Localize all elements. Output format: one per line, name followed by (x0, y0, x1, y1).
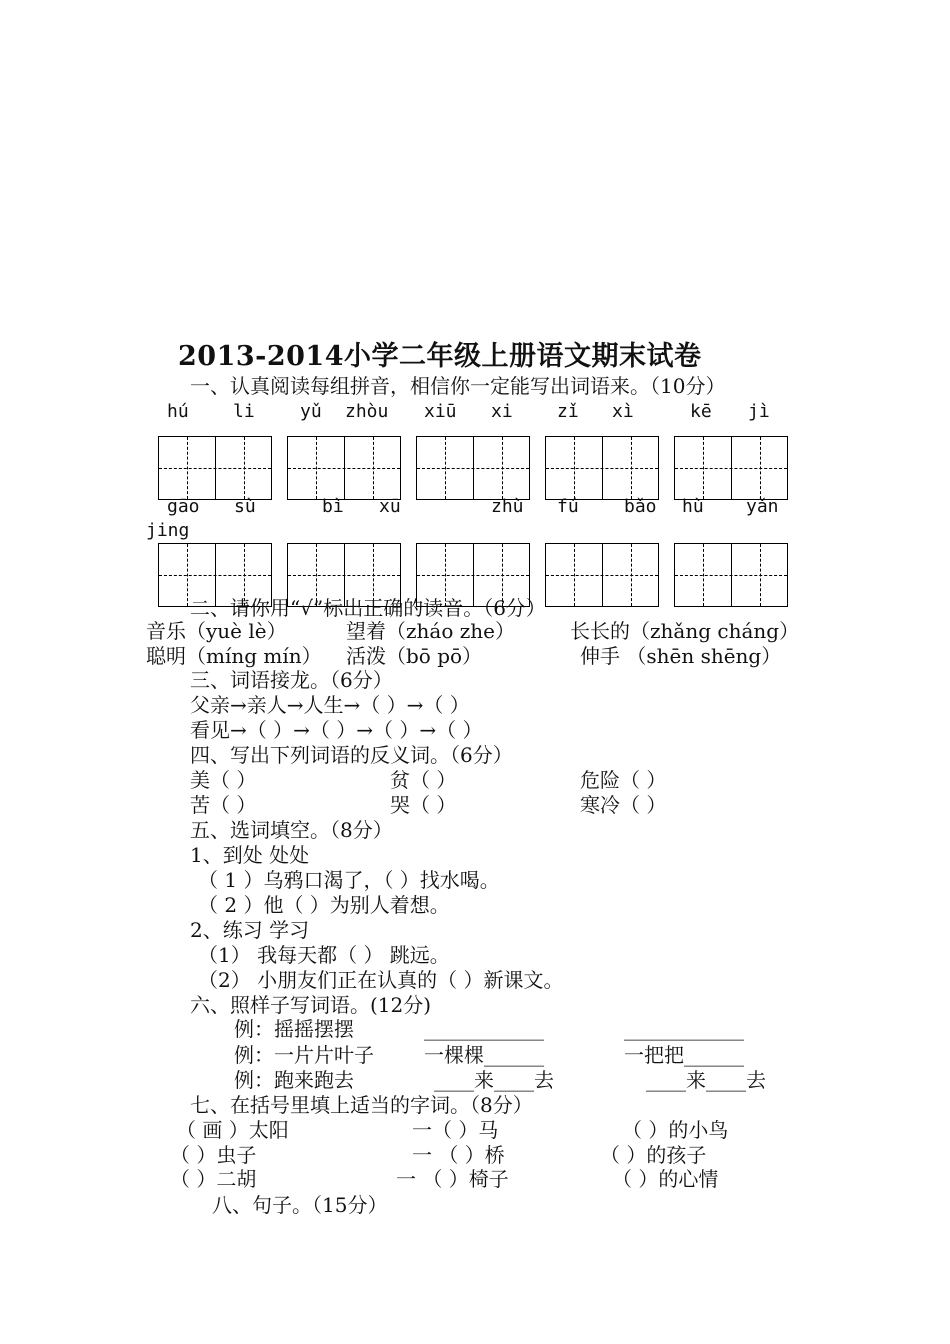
s2-item: 音乐（yuè lè） (146, 619, 287, 643)
pinyin-syllable: yǎn (746, 496, 779, 517)
section3-heading: 三、词语接龙。（6分） (190, 668, 393, 692)
pinyin-syllable: li (233, 401, 255, 422)
section2-heading: 二、请你用“√”标出正确的读音。（6分） (190, 596, 546, 620)
pinyin-syllable: fú (557, 496, 579, 517)
antonym-item: 哭（ ） (390, 793, 457, 817)
pinyin-syllable: bǎo (624, 496, 657, 517)
fill-word-item: 一 （ ）桥 (412, 1143, 505, 1167)
section1-heading: 一、认真阅读每组拼音，相信你一定能写出词语来。（10分） (190, 374, 726, 398)
section7-heading: 七、在括号里填上适当的字词。（8分） (190, 1093, 533, 1117)
s2-item: 长长的（zhǎng cháng） (570, 619, 800, 643)
s2-item: 伸手 （shēn shēng） (580, 644, 782, 668)
pinyin-syllable: sù (234, 496, 256, 517)
pinyin-syllable: kē (690, 401, 712, 422)
chain-line-1: 父亲→亲人→人生→（ ）→（ ） (190, 693, 470, 717)
pinyin-syllable: hù (682, 496, 704, 517)
s2-item: 聪明（míng mín） (146, 644, 322, 668)
fill-word-item: （ 画 ）太阳 (176, 1118, 289, 1142)
section4-heading: 四、写出下列词语的反义词。（6分） (190, 743, 513, 767)
fill-word-item: （ ）二胡 (170, 1167, 257, 1191)
fill-sentence: （ 2 ）他（ ）为别人着想。 (198, 893, 450, 917)
antonym-item: 美（ ） (190, 768, 257, 792)
fill-sentence: （1） 我每天都（ ） 跳远。 (198, 943, 450, 967)
writing-grid[interactable] (158, 436, 272, 500)
pinyin-syllable: xi (491, 401, 513, 422)
pinyin-syllable: xiū (424, 401, 457, 422)
fill-word-item: （ ）虫子 (170, 1143, 257, 1167)
example-word: 例：摇摇摆摆 (234, 1017, 354, 1041)
page-title: 2013-2014小学二年级上册语文期末试卷 (178, 341, 702, 372)
writing-grid[interactable] (674, 436, 788, 500)
answer-blank[interactable]: ____来____去 (434, 1068, 554, 1092)
fill-sentence: （ 1 ）乌鸦口渴了，（ ）找水喝。 (198, 868, 500, 892)
answer-blank[interactable]: 一棵棵______ (424, 1043, 544, 1067)
pinyin-syllable: xì (612, 401, 634, 422)
pinyin-syllable: bì (322, 496, 344, 517)
answer-blank[interactable]: 一把把______ (624, 1043, 744, 1067)
pinyin-syllable: zǐ (557, 401, 579, 422)
antonym-item: 苦（ ） (190, 793, 257, 817)
answer-blank[interactable]: ____来____去 (646, 1068, 766, 1092)
section5-heading: 五、选词填空。（8分） (190, 818, 393, 842)
pinyin-syllable: hú (167, 401, 189, 422)
pinyin-syllable: xū (379, 496, 401, 517)
answer-blank[interactable]: ____________ (624, 1017, 744, 1041)
example-word: 例：一片片叶子 (234, 1043, 374, 1067)
fill-word-item: （ ）的小鸟 (622, 1118, 729, 1142)
writing-grid[interactable] (545, 436, 659, 500)
answer-blank[interactable]: ____________ (424, 1017, 544, 1041)
pinyin-syllable: zhòu (345, 401, 389, 422)
pinyin-syllable: yǔ (300, 401, 322, 422)
example-word: 例：跑来跑去 (234, 1068, 354, 1092)
antonym-item: 贫（ ） (390, 768, 457, 792)
fill-sentence: （2） 小朋友们正在认真的（ ）新课文。 (198, 968, 564, 992)
fill-word-item: 一 （ ）椅子 (396, 1167, 509, 1191)
word-choices-1: 1、到处 处处 (190, 843, 310, 867)
pinyin-syllable: gāo (167, 496, 200, 517)
pinyin-syllable: jì (748, 401, 770, 422)
fill-word-item: 一（ ）马 (412, 1118, 499, 1142)
word-choices-2: 2、练习 学习 (190, 918, 310, 942)
writing-grid[interactable] (287, 436, 401, 500)
pinyin-syllable: zhù (491, 496, 524, 517)
antonym-item: 寒冷（ ） (580, 793, 667, 817)
pinyin-extra: jing (146, 520, 190, 541)
fill-word-item: （ ）的心情 (612, 1167, 719, 1191)
antonym-item: 危险（ ） (580, 768, 667, 792)
section8-heading: 八、句子。（15分） (212, 1193, 388, 1217)
section6-heading: 六、照样子写词语。(12分) (190, 993, 432, 1017)
s2-item: 活泼（bō pō） (346, 644, 483, 668)
fill-word-item: （ ）的孩子 (600, 1143, 707, 1167)
chain-line-2: 看见→（ ）→（ ）→（ ）→（ ） (190, 718, 483, 742)
writing-grid[interactable] (416, 436, 530, 500)
s2-item: 望着（zháo zhe） (346, 619, 515, 643)
